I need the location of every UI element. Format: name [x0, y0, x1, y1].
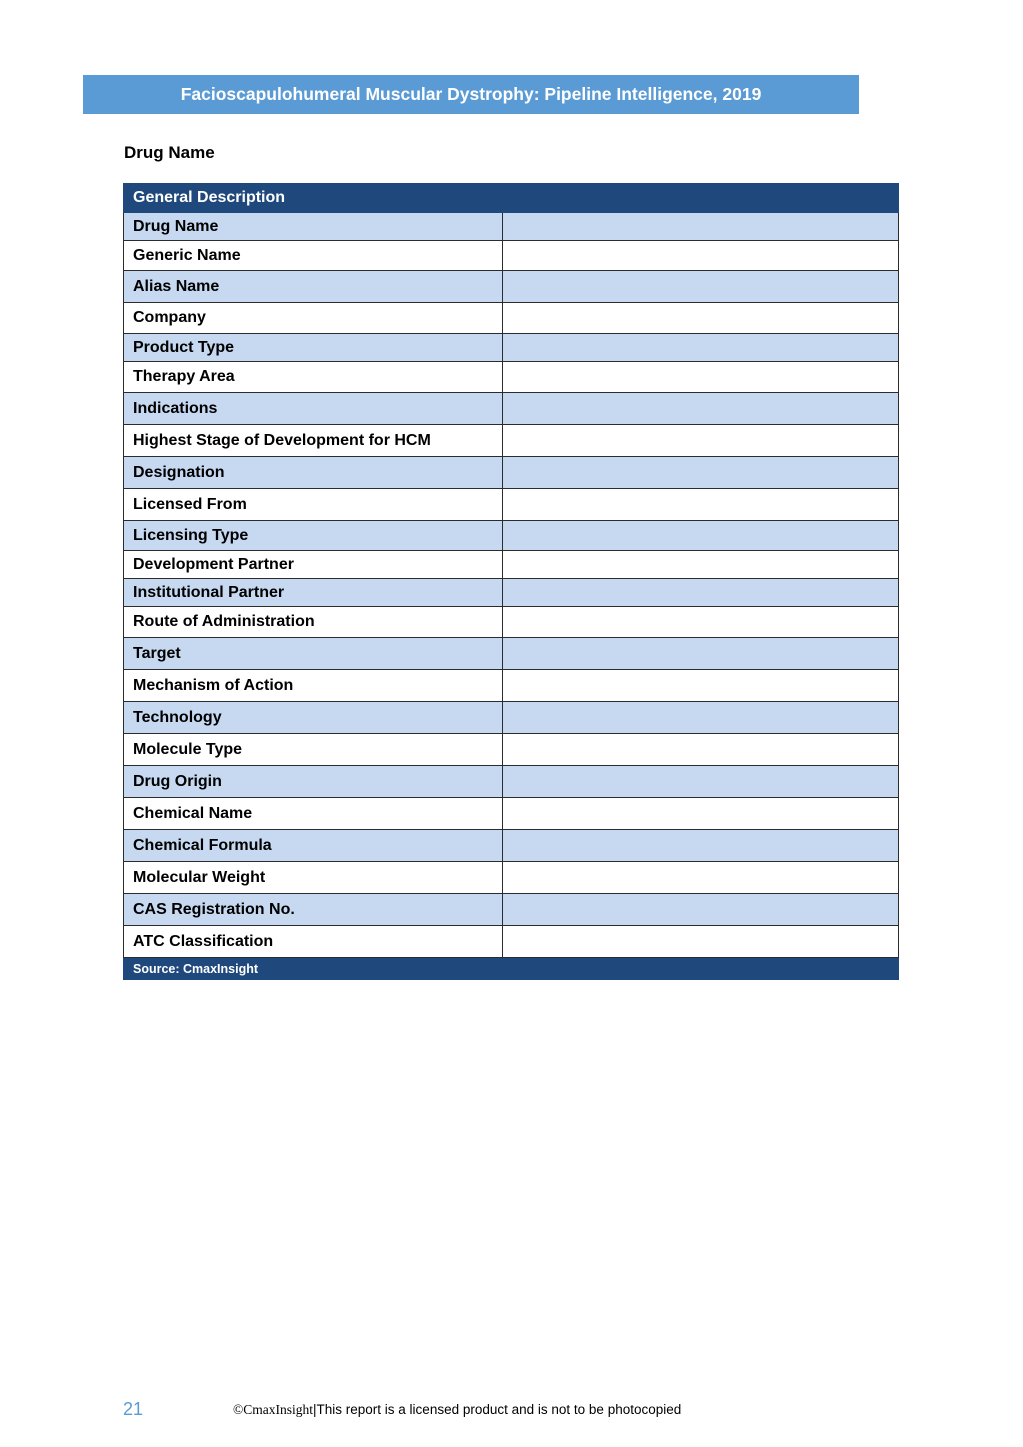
table-row: [124, 579, 899, 607]
table-row: [124, 551, 899, 579]
table-row: [124, 702, 899, 734]
field-label: Development Partner: [124, 551, 503, 579]
table-row: [124, 362, 899, 393]
field-value: [503, 303, 899, 334]
field-value: [503, 638, 899, 670]
table-row: [124, 798, 899, 830]
field-label: Institutional Partner: [124, 579, 503, 607]
field-value: [503, 830, 899, 862]
table-row: [124, 425, 899, 457]
field-value: [503, 241, 899, 271]
footer-notice: This report is a licensed product and is not to be photocopied: [316, 1402, 682, 1417]
field-label: Generic Name: [124, 241, 503, 271]
field-value: [503, 766, 899, 798]
footer-brand: ©CmaxInsight: [233, 1402, 314, 1417]
table-row: [124, 303, 899, 334]
field-value: [503, 521, 899, 551]
field-label: Mechanism of Action: [124, 670, 503, 702]
field-label: Chemical Name: [124, 798, 503, 830]
table-row: [124, 638, 899, 670]
field-value: [503, 926, 899, 958]
field-label: Licensing Type: [124, 521, 503, 551]
drug-info-table: [123, 183, 899, 980]
table-header-row: [124, 184, 899, 213]
report-title-banner: [83, 75, 859, 114]
section-title: Drug Name: [124, 143, 215, 162]
table-row: [124, 334, 899, 362]
field-label: Indications: [124, 393, 503, 425]
field-label: Alias Name: [124, 271, 503, 303]
table-row: [124, 607, 899, 638]
table-row: [124, 241, 899, 271]
table-source: Source: CmaxInsight: [124, 958, 899, 980]
table-row: [124, 766, 899, 798]
field-label: Therapy Area: [124, 362, 503, 393]
field-label: Route of Administration: [124, 607, 503, 638]
field-label: Company: [124, 303, 503, 334]
field-label: Chemical Formula: [124, 830, 503, 862]
field-label: Drug Name: [124, 213, 503, 241]
table-row: [124, 457, 899, 489]
footer-separator: |: [313, 1402, 317, 1417]
field-value: [503, 734, 899, 766]
field-value: [503, 607, 899, 638]
field-label: Drug Origin: [124, 766, 503, 798]
field-value: [503, 579, 899, 607]
field-value: [503, 798, 899, 830]
field-value: [503, 551, 899, 579]
table-row: [124, 271, 899, 303]
field-value: [503, 425, 899, 457]
field-value: [503, 489, 899, 521]
field-label: Highest Stage of Development for HCM: [124, 425, 503, 457]
table-row: [124, 734, 899, 766]
field-label: Licensed From: [124, 489, 503, 521]
field-label: Product Type: [124, 334, 503, 362]
field-value: [503, 362, 899, 393]
table-row: [124, 862, 899, 894]
field-label: ATC Classification: [124, 926, 503, 958]
table-row: [124, 926, 899, 958]
field-label: Target: [124, 638, 503, 670]
field-label: Designation: [124, 457, 503, 489]
field-value: [503, 457, 899, 489]
table-row: [124, 830, 899, 862]
table-row: [124, 521, 899, 551]
field-value: [503, 334, 899, 362]
field-value: [503, 894, 899, 926]
field-label: Molecular Weight: [124, 862, 503, 894]
field-value: [503, 670, 899, 702]
field-value: [503, 393, 899, 425]
field-value: [503, 213, 899, 241]
field-value: [503, 702, 899, 734]
field-label: CAS Registration No.: [124, 894, 503, 926]
table-row: [124, 489, 899, 521]
field-value: [503, 862, 899, 894]
table-row: [124, 670, 899, 702]
field-value: [503, 271, 899, 303]
field-label: Molecule Type: [124, 734, 503, 766]
report-title: Facioscapulohumeral Muscular Dystrophy: Pipeline Intelligence, 2019: [180, 84, 762, 104]
table-row: [124, 894, 899, 926]
field-label: Technology: [124, 702, 503, 734]
table-header: General Description: [124, 184, 899, 213]
table-source-row: [124, 958, 899, 980]
table-row: [124, 393, 899, 425]
table-row: [124, 213, 899, 241]
footer-notice-line: [233, 1402, 681, 1418]
page-number: 21: [123, 1399, 144, 1419]
